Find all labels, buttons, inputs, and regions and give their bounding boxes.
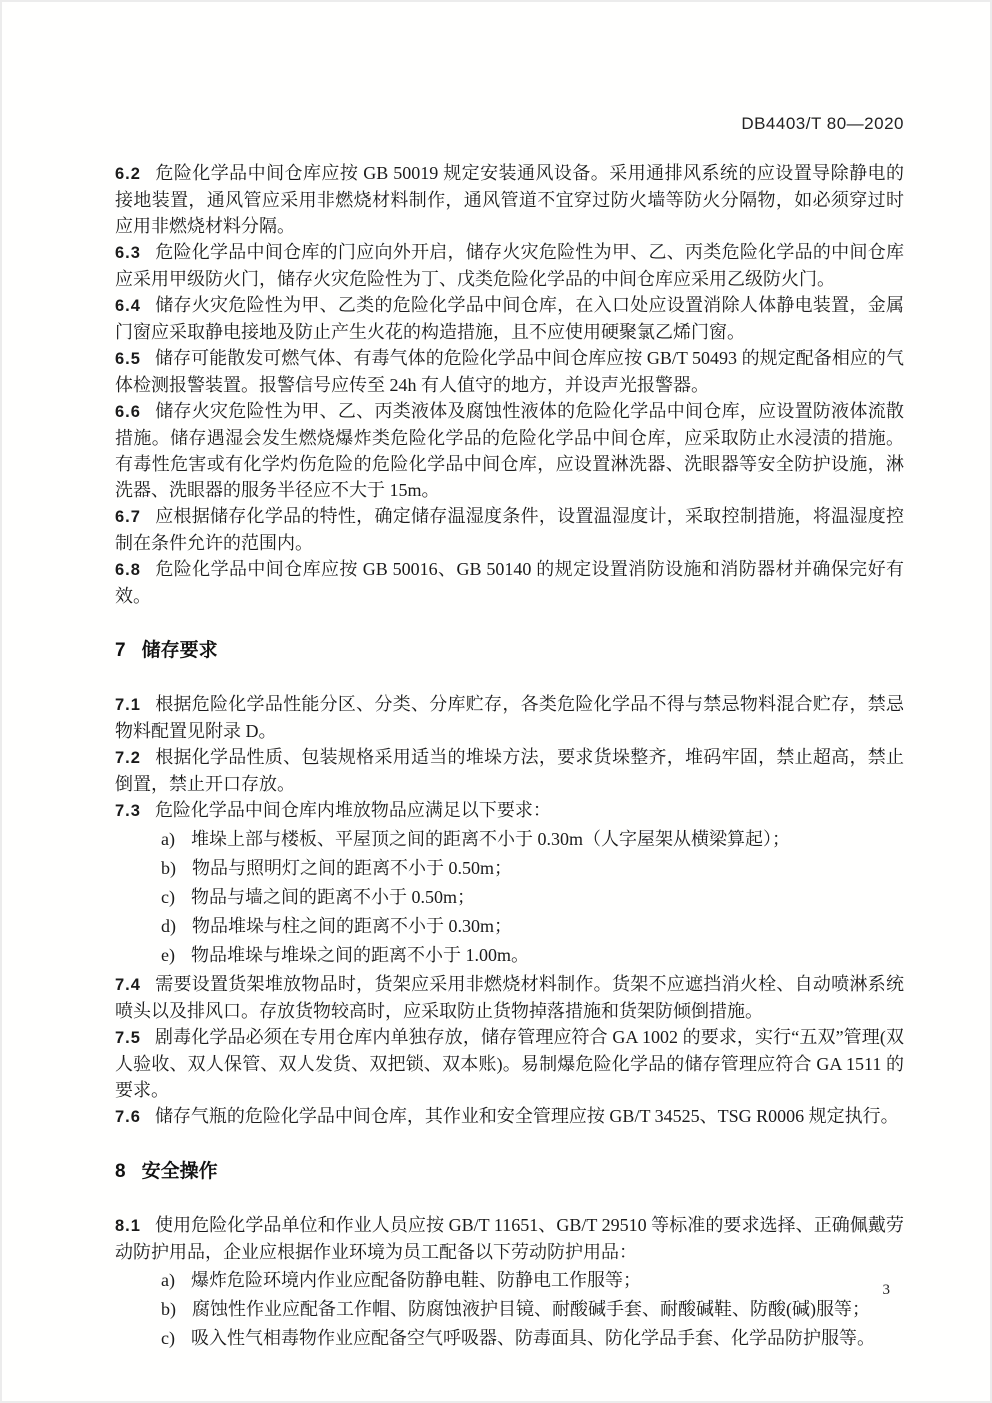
clause-7-3 [115,797,904,824]
list-item-text: 物品堆垛与柱之间的距离不小于 0.30m； [192,916,512,936]
clause-8-1 [115,1212,904,1265]
clause-6-2 [115,160,904,239]
clause-7-5-text: 剧毒化学品必须在专用仓库内单独存放，储存管理应符合 GA 1002 的要求，实行“五双”管理(双人验收、双人保管、双人发货、双把锁、双本账)。易制爆危险化学品的储存管理应符合 GA 1511 的要求。 [115,1027,904,1100]
clause-6-7 [115,503,904,556]
clause-6-5-number: 6.5 [115,350,141,368]
section-8-title: 安全操作 [141,1161,218,1182]
clause-8-1-list [115,1267,904,1351]
clause-7-4-text: 需要设置货架堆放物品时，货架应采用非燃烧材料制作。货架不应遮挡消火栓、自动喷淋系统喷头以及排风口。存放货物较高时，应采取防止货物掉落措施和货架防倾倒措施。 [115,974,904,1021]
clause-6-7-number: 6.7 [115,508,141,526]
clause-8-1-number: 8.1 [115,1217,141,1235]
list-item-7-3-d [115,913,904,939]
list-item-7-3-a [115,826,904,852]
list-item-8-1-b [115,1296,904,1322]
list-item-8-1-c [115,1325,904,1351]
clause-7-3-text: 危险化学品中间仓库内堆放物品应满足以下要求： [154,800,551,820]
section-7-title: 储存要求 [141,640,218,661]
list-item-label: e) [161,945,175,965]
clause-6-3 [115,239,904,292]
page-number: 3 [882,1282,890,1298]
clause-6-4 [115,292,904,345]
clause-7-2-number: 7.2 [115,749,141,767]
clause-7-6-number: 7.6 [115,1108,141,1126]
section-8-number: 8 [115,1161,126,1182]
clause-7-2-text: 根据化学品性质、包装规格采用适当的堆垛方法，要求货垛整齐，堆码牢固，禁止超高，禁止倒置，禁止开口存放。 [115,747,904,794]
clause-7-4 [115,971,904,1024]
clause-7-3-list [115,826,904,968]
list-item-text: 吸入性气相毒物作业应配备空气呼吸器、防毒面具、防化学品手套、化学品防护服等。 [190,1328,875,1348]
clause-8-1-text: 使用危险化学品单位和作业人员应按 GB/T 11651、GB/T 29510 等标准的要求选择、正确佩戴劳动防护用品，企业应根据作业环境为员工配备以下劳动防护用品： [115,1215,904,1262]
clause-6-8 [115,556,904,609]
list-item-label: b) [161,858,176,878]
document-content [115,160,904,1351]
clause-6-4-number: 6.4 [115,297,141,315]
list-item-label: a) [161,829,175,849]
list-item-7-3-c [115,884,904,910]
clause-7-5-number: 7.5 [115,1029,141,1047]
clause-6-5 [115,345,904,398]
list-item-text: 堆垛上部与楼板、平屋顶之间的距离不小于 0.30m（人字屋架从横梁算起）； [190,829,790,849]
clause-6-2-number: 6.2 [115,165,141,183]
list-item-text: 物品与照明灯之间的距离不小于 0.50m； [192,858,512,878]
list-item-7-3-b [115,855,904,881]
clause-7-4-number: 7.4 [115,976,141,994]
list-item-label: c) [161,1328,175,1348]
section-7-number: 7 [115,640,126,661]
clause-7-1 [115,691,904,744]
clause-6-3-number: 6.3 [115,244,141,262]
section-7-heading [115,639,904,663]
clause-7-5 [115,1024,904,1103]
list-item-label: d) [161,916,176,936]
list-item-label: b) [161,1299,176,1319]
clause-6-8-text: 危险化学品中间仓库应按 GB 50016、GB 50140 的规定设置消防设施和消防器材并确保完好有效。 [115,559,904,606]
clause-7-6-text: 储存气瓶的危险化学品中间仓库，其作业和安全管理应按 GB/T 34525、TSG R0006 规定执行。 [154,1106,899,1126]
clause-6-4-text: 储存火灾危险性为甲、乙类的危险化学品中间仓库，在入口处应设置消除人体静电装置，金属门窗应采取静电接地及防止产生火花的构造措施，且不应使用硬聚氯乙烯门窗。 [115,295,904,342]
clause-7-2 [115,744,904,797]
list-item-label: a) [161,1270,175,1290]
list-item-text: 腐蚀性作业应配备工作帽、防腐蚀液护目镜、耐酸碱手套、耐酸碱鞋、防酸(碱)服等； [192,1299,870,1319]
clause-7-1-text: 根据危险化学品性能分区、分类、分库贮存，各类危险化学品不得与禁忌物料混合贮存，禁忌物料配置见附录 D。 [115,694,904,741]
clause-6-7-text: 应根据储存化学品的特性，确定储存温湿度条件，设置温湿度计，采取控制措施，将温湿度控制在条件允许的范围内。 [115,506,904,553]
list-item-text: 物品堆垛与堆垛之间的距离不小于 1.00m。 [190,945,529,965]
clause-6-8-number: 6.8 [115,561,141,579]
doc-code: DB4403/T 80—2020 [741,114,904,133]
clause-6-3-text: 危险化学品中间仓库的门应向外开启，储存火灾危险性为甲、乙、丙类危险化学品的中间仓库应采用甲级防火门，储存火灾危险性为丁、戊类危险化学品的中间仓库应采用乙级防火门。 [115,242,904,289]
clause-6-6-text: 储存火灾危险性为甲、乙、丙类液体及腐蚀性液体的危险化学品中间仓库，应设置防液体流散措施。储存遇湿会发生燃烧爆炸类危险化学品的危险化学品中间仓库，应采取防止水浸渍的措施。有毒性危害或有化学灼伤危险的危险化学品中间仓库，应设置淋洗器、洗眼器等安全防护设施，淋洗器、洗眼器的服务半径应不大于 15m。 [115,401,904,500]
section-8-heading [115,1160,904,1184]
clause-6-6 [115,398,904,503]
list-item-label: c) [161,887,175,907]
clause-7-6 [115,1103,904,1130]
clause-6-6-number: 6.6 [115,403,141,421]
clause-6-5-text: 储存可能散发可燃气体、有毒气体的危险化学品中间仓库应按 GB/T 50493 的规定配备相应的气体检测报警装置。报警信号应传至 24h 有人值守的地方，并设声光报警器。 [115,348,904,395]
clause-7-1-number: 7.1 [115,696,141,714]
clause-7-3-number: 7.3 [115,802,141,820]
list-item-8-1-a [115,1267,904,1293]
list-item-7-3-e [115,942,904,968]
doc-header [115,112,904,136]
clause-6-2-text: 危险化学品中间仓库应按 GB 50019 规定安装通风设备。采用通排风系统的应设置导除静电的接地装置，通风管应采用非燃烧材料制作，通风管道不宜穿过防火墙等防火分隔物，如必须穿过时应用非燃烧材料分隔。 [115,163,904,236]
list-item-text: 物品与墙之间的距离不小于 0.50m； [190,887,475,907]
list-item-text: 爆炸危险环境内作业应配备防静电鞋、防静电工作服等； [190,1270,641,1290]
